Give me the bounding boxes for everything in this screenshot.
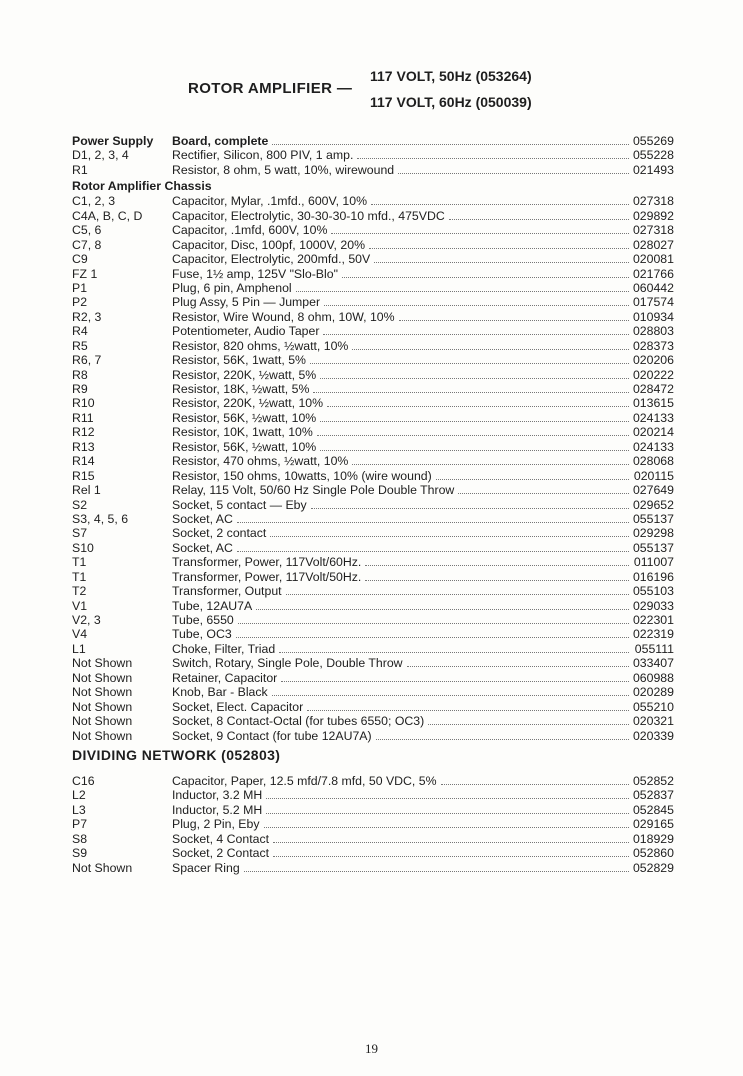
part-number: 029165 bbox=[632, 817, 674, 832]
dividing-network-items bbox=[72, 774, 674, 875]
table-row bbox=[72, 685, 674, 699]
table-row bbox=[72, 368, 674, 382]
description-cell bbox=[172, 440, 630, 454]
leader-dots bbox=[307, 700, 629, 711]
table-row bbox=[72, 642, 674, 656]
description: Resistor, Wire Wound, 8 ohm, 10W, 10% bbox=[172, 309, 395, 324]
reference-designator: V2, 3 bbox=[72, 613, 101, 627]
part-number: 011007 bbox=[633, 555, 674, 570]
leader-dots bbox=[256, 599, 629, 610]
variant-50hz: 117 VOLT, 50Hz (053264) bbox=[370, 68, 532, 84]
description-cell bbox=[172, 295, 630, 309]
chassis-items bbox=[72, 194, 674, 743]
description: Fuse, 1½ amp, 125V "Slo-Blo" bbox=[172, 266, 338, 281]
part-number: 018929 bbox=[632, 831, 674, 846]
description: Plug Assy, 5 Pin — Jumper bbox=[172, 295, 321, 310]
description-cell bbox=[172, 642, 630, 656]
page-number: 19 bbox=[365, 1041, 378, 1056]
table-row bbox=[72, 700, 674, 714]
description-cell bbox=[172, 788, 630, 802]
table-row bbox=[72, 803, 674, 817]
description-cell bbox=[172, 483, 630, 497]
part-number: 029033 bbox=[632, 598, 674, 613]
table-row bbox=[72, 483, 674, 497]
leader-dots bbox=[238, 613, 629, 624]
part-number: 020321 bbox=[632, 714, 674, 729]
description-cell bbox=[172, 555, 630, 569]
description-cell bbox=[172, 714, 630, 728]
power-supply-heading-row bbox=[72, 134, 674, 148]
leader-dots bbox=[273, 846, 629, 857]
description: Tube, 12AU7A bbox=[172, 598, 253, 613]
table-row bbox=[72, 656, 674, 670]
description-cell bbox=[172, 832, 630, 846]
description-cell bbox=[172, 599, 630, 613]
reference-designator: V1 bbox=[72, 598, 88, 613]
leader-dots bbox=[270, 526, 629, 537]
description: Tube, OC3 bbox=[172, 627, 232, 642]
reference-designator: C4A, B, C, D bbox=[72, 208, 143, 223]
part-number: 020339 bbox=[632, 728, 674, 743]
reference-designator: R14 bbox=[72, 454, 95, 469]
description-cell bbox=[172, 238, 630, 252]
leader-dots bbox=[376, 729, 629, 740]
reference-designator: R8 bbox=[72, 367, 88, 382]
table-row bbox=[72, 613, 674, 627]
table-row bbox=[72, 353, 674, 367]
reference-designator: Not Shown bbox=[72, 670, 133, 685]
description-cell bbox=[172, 512, 630, 526]
reference-designator: C1, 2, 3 bbox=[72, 194, 116, 209]
leader-dots bbox=[371, 194, 629, 205]
description-cell bbox=[172, 425, 630, 439]
reference-designator: S9 bbox=[72, 846, 88, 861]
reference-designator: P7 bbox=[72, 817, 88, 832]
description: Retainer, Capacitor bbox=[172, 670, 278, 685]
table-row bbox=[72, 163, 674, 177]
description-cell bbox=[172, 570, 630, 584]
variant-60hz: 117 VOLT, 60Hz (050039) bbox=[370, 94, 532, 110]
table-row bbox=[72, 440, 674, 454]
description-cell bbox=[172, 252, 630, 266]
leader-dots bbox=[458, 483, 629, 494]
description-cell bbox=[172, 846, 630, 860]
reference-designator: L2 bbox=[72, 788, 86, 803]
reference-designator: R15 bbox=[72, 468, 95, 483]
dividing-network-heading: DIVIDING NETWORK (052803) bbox=[72, 746, 281, 763]
section-heading-desc: Board, complete bbox=[172, 134, 269, 148]
leader-dots bbox=[320, 368, 629, 379]
reference-designator: R13 bbox=[72, 439, 95, 454]
table-row bbox=[72, 627, 674, 641]
description-cell bbox=[172, 209, 630, 223]
reference-designator: Rel 1 bbox=[72, 483, 101, 498]
description-cell bbox=[172, 223, 630, 237]
description: Resistor, 820 ohms, ½watt, 10% bbox=[172, 338, 349, 353]
reference-designator: R5 bbox=[72, 338, 88, 353]
leader-dots bbox=[374, 252, 629, 263]
table-row bbox=[72, 774, 674, 788]
reference-designator: R9 bbox=[72, 382, 88, 396]
reference-designator: Not Shown bbox=[72, 714, 133, 729]
description: Rectifier, Silicon, 800 PIV, 1 amp. bbox=[172, 148, 354, 163]
description: Resistor, 56K, ½watt, 10% bbox=[172, 439, 317, 454]
table-row bbox=[72, 671, 674, 685]
part-number: 033407 bbox=[632, 656, 674, 671]
description: Socket, Elect. Capacitor bbox=[172, 699, 304, 714]
description-cell bbox=[172, 700, 630, 714]
leader-dots bbox=[324, 295, 629, 306]
part-number: 020115 bbox=[633, 468, 674, 483]
description: Resistor, 18K, ½watt, 5% bbox=[172, 382, 310, 396]
description-cell bbox=[172, 656, 630, 670]
description-cell bbox=[172, 267, 630, 281]
reference-designator: Not Shown bbox=[72, 656, 133, 671]
description: Socket, 4 Contact bbox=[172, 831, 270, 846]
table-row bbox=[72, 411, 674, 425]
description: Resistor, 8 ohm, 5 watt, 10%, wirewound bbox=[172, 162, 395, 177]
leader-dots bbox=[357, 148, 629, 159]
table-row bbox=[72, 570, 674, 584]
leader-dots bbox=[320, 411, 629, 422]
leader-dots bbox=[320, 440, 629, 451]
leader-dots bbox=[436, 469, 629, 480]
table-row bbox=[72, 861, 674, 875]
description: Resistor, 150 ohms, 10watts, 10% (wire wound) bbox=[172, 468, 432, 483]
part-number: 055137 bbox=[632, 511, 674, 526]
reference-designator: Not Shown bbox=[72, 699, 133, 714]
part-number: 052837 bbox=[632, 788, 674, 803]
part-number: 027318 bbox=[632, 223, 674, 238]
reference-designator: R6, 7 bbox=[72, 353, 102, 368]
description-cell bbox=[172, 368, 630, 382]
table-row bbox=[72, 817, 674, 831]
part-number: 021766 bbox=[632, 266, 674, 281]
part-number: 020081 bbox=[632, 252, 674, 267]
leader-dots bbox=[264, 817, 630, 828]
description-cell bbox=[172, 613, 630, 627]
part-number: 052829 bbox=[632, 860, 674, 875]
table-row bbox=[72, 846, 674, 860]
description-cell bbox=[172, 324, 630, 338]
description: Resistor, 56K, ½watt, 10% bbox=[172, 410, 317, 425]
description: Capacitor, Disc, 100pf, 1000V, 20% bbox=[172, 237, 366, 252]
leader-dots bbox=[331, 223, 629, 234]
leader-dots bbox=[272, 685, 629, 696]
description: Plug, 6 pin, Amphenol bbox=[172, 280, 292, 295]
leader-dots bbox=[279, 642, 629, 653]
part-number: 013615 bbox=[632, 396, 674, 411]
description-cell bbox=[172, 353, 630, 367]
part-number: 027318 bbox=[632, 194, 674, 209]
description: Socket, AC bbox=[172, 511, 233, 526]
reference-designator: S8 bbox=[72, 831, 88, 846]
reference-designator: S3, 4, 5, 6 bbox=[72, 511, 129, 526]
leader-dots bbox=[342, 267, 629, 278]
part-number: 016196 bbox=[632, 569, 674, 584]
table-row bbox=[72, 238, 674, 252]
leader-dots bbox=[244, 861, 629, 872]
description-cell bbox=[172, 584, 630, 598]
table-row bbox=[72, 512, 674, 526]
leader-dots bbox=[407, 656, 629, 667]
table-row bbox=[72, 599, 674, 613]
description-cell bbox=[172, 148, 630, 162]
leader-dots bbox=[365, 555, 629, 566]
description-cell bbox=[172, 454, 630, 468]
description: Capacitor, .1mfd, 600V, 10% bbox=[172, 223, 328, 238]
description: Resistor, 470 ohms, ½watt, 10% bbox=[172, 454, 349, 469]
page-header bbox=[188, 66, 608, 116]
leader-dots bbox=[266, 803, 629, 814]
part-number: 024133 bbox=[632, 410, 674, 425]
leader-dots bbox=[449, 209, 629, 220]
description-cell bbox=[172, 774, 630, 788]
leader-dots bbox=[286, 584, 629, 595]
table-row bbox=[72, 526, 674, 540]
table-row bbox=[72, 425, 674, 439]
leader-dots bbox=[399, 310, 629, 321]
description-cell bbox=[172, 803, 630, 817]
description-cell bbox=[172, 671, 630, 685]
part-number: 028027 bbox=[632, 237, 674, 252]
description: Inductor, 5.2 MH bbox=[172, 802, 263, 817]
description: Knob, Bar - Black bbox=[172, 685, 268, 700]
description: Capacitor, Electrolytic, 30-30-30-10 mfd., 475VDC bbox=[172, 208, 445, 223]
reference-designator: P2 bbox=[72, 295, 88, 310]
description: Transformer, Power, 117Volt/60Hz. bbox=[172, 555, 362, 570]
leader-dots bbox=[310, 353, 629, 364]
reference-designator: L1 bbox=[72, 641, 86, 656]
page-title: ROTOR AMPLIFIER — bbox=[188, 80, 353, 97]
description-cell bbox=[172, 310, 630, 324]
part-number: 052860 bbox=[632, 846, 674, 861]
part-number: 055269 bbox=[632, 134, 674, 148]
reference-designator: L3 bbox=[72, 802, 86, 817]
part-number: 017574 bbox=[632, 295, 674, 310]
table-row bbox=[72, 729, 674, 743]
description-cell bbox=[172, 281, 630, 295]
part-number: 022319 bbox=[632, 627, 674, 642]
leader-dots bbox=[281, 671, 629, 682]
part-number: 028068 bbox=[632, 454, 674, 469]
part-number: 029892 bbox=[632, 208, 674, 223]
description: Socket, 2 Contact bbox=[172, 846, 270, 861]
table-row bbox=[72, 223, 674, 237]
leader-dots bbox=[266, 788, 629, 799]
reference-designator: Not Shown bbox=[72, 728, 133, 743]
leader-dots bbox=[398, 163, 629, 174]
description: Plug, 2 Pin, Eby bbox=[172, 817, 260, 832]
part-number: 020206 bbox=[632, 353, 674, 368]
reference-designator: S10 bbox=[72, 540, 94, 555]
reference-designator: C16 bbox=[72, 773, 95, 788]
reference-designator: R4 bbox=[72, 324, 88, 339]
description-cell bbox=[172, 469, 630, 483]
reference-designator: C7, 8 bbox=[72, 237, 102, 252]
leader-dots bbox=[441, 774, 629, 785]
part-number: 028373 bbox=[632, 338, 674, 353]
leader-dots bbox=[296, 281, 629, 292]
description: Relay, 115 Volt, 50/60 Hz Single Pole Double Throw bbox=[172, 483, 455, 498]
table-row bbox=[72, 396, 674, 410]
leader-dots bbox=[327, 396, 629, 407]
leader-dots bbox=[236, 627, 629, 638]
reference-designator: R11 bbox=[72, 410, 94, 425]
description-cell bbox=[172, 339, 630, 353]
reference-designator: FZ 1 bbox=[72, 266, 98, 281]
description-cell bbox=[172, 729, 630, 743]
description-cell bbox=[172, 541, 630, 555]
leader-dots bbox=[317, 425, 629, 436]
chassis-heading: Rotor Amplifier Chassis bbox=[72, 179, 212, 194]
leader-dots bbox=[428, 714, 629, 725]
part-number: 052852 bbox=[632, 773, 674, 788]
leader-dots bbox=[273, 832, 629, 843]
description: Socket, 2 contact bbox=[172, 526, 267, 541]
part-number: 055228 bbox=[632, 148, 674, 163]
description-cell bbox=[172, 163, 630, 177]
leader-dots bbox=[237, 512, 629, 523]
description-cell bbox=[172, 498, 630, 512]
part-number: 020289 bbox=[632, 685, 674, 700]
reference-designator: Not Shown bbox=[72, 860, 133, 875]
description-cell bbox=[172, 382, 630, 396]
part-number: 055111 bbox=[634, 641, 674, 656]
description: Socket, 9 Contact (for tube 12AU7A) bbox=[172, 728, 372, 743]
description: Transformer, Output bbox=[172, 584, 282, 599]
description: Potentiometer, Audio Taper bbox=[172, 324, 320, 339]
reference-designator: R12 bbox=[72, 425, 95, 440]
part-number: 027649 bbox=[632, 483, 674, 498]
description: Switch, Rotary, Single Pole, Double Throw bbox=[172, 656, 403, 671]
part-number: 028472 bbox=[632, 382, 674, 396]
reference-designator: R10 bbox=[72, 396, 95, 411]
description: Socket, 8 Contact-Octal (for tubes 6550; OC3) bbox=[172, 714, 425, 729]
description-cell bbox=[172, 627, 630, 641]
part-number: 020222 bbox=[632, 367, 674, 382]
leader-dots bbox=[365, 570, 629, 581]
leader-dots bbox=[311, 498, 629, 509]
part-number: 020214 bbox=[632, 425, 674, 440]
part-number: 060442 bbox=[632, 280, 674, 295]
description-cell bbox=[172, 194, 630, 208]
description: Capacitor, Mylar, .1mfd., 600V, 10% bbox=[172, 194, 368, 209]
part-number: 024133 bbox=[632, 439, 674, 454]
leader-dots bbox=[352, 339, 629, 350]
leader-dots bbox=[237, 541, 629, 552]
leader-dots bbox=[272, 134, 629, 145]
reference-designator: S2 bbox=[72, 497, 88, 512]
reference-designator: V4 bbox=[72, 627, 88, 642]
table-row bbox=[72, 310, 674, 324]
description: Resistor, 220K, ½watt, 10% bbox=[172, 396, 324, 411]
table-row bbox=[72, 454, 674, 468]
reference-designator: P1 bbox=[72, 280, 88, 295]
part-number: 055137 bbox=[632, 540, 674, 555]
table-row bbox=[72, 295, 674, 309]
description: Inductor, 3.2 MH bbox=[172, 788, 263, 803]
part-number: 028803 bbox=[632, 324, 674, 339]
table-row bbox=[72, 714, 674, 728]
table-row bbox=[72, 788, 674, 802]
part-number: 022301 bbox=[632, 613, 674, 627]
description: Capacitor, Paper, 12.5 mfd/7.8 mfd, 50 VDC, 5% bbox=[172, 773, 437, 788]
parts-list bbox=[72, 134, 674, 875]
description: Resistor, 10K, 1watt, 10% bbox=[172, 425, 313, 440]
table-row bbox=[72, 281, 674, 295]
reference-designator: D1, 2, 3, 4 bbox=[72, 148, 129, 163]
leader-dots bbox=[323, 324, 629, 335]
leader-dots bbox=[352, 454, 629, 465]
table-row bbox=[72, 339, 674, 353]
table-row bbox=[72, 584, 674, 598]
leader-dots bbox=[369, 238, 629, 249]
description: Capacitor, Electrolytic, 200mfd., 50V bbox=[172, 252, 371, 267]
reference-designator: R1 bbox=[72, 162, 88, 177]
part-number: 010934 bbox=[632, 309, 674, 324]
table-row bbox=[72, 324, 674, 338]
description-cell bbox=[172, 411, 630, 425]
table-row bbox=[72, 194, 674, 208]
table-row bbox=[72, 148, 674, 162]
part-number: 021493 bbox=[632, 162, 674, 177]
part-number: 055210 bbox=[632, 699, 674, 714]
part-number: 060988 bbox=[632, 670, 674, 685]
description: Socket, AC bbox=[172, 540, 233, 555]
reference-designator: T1 bbox=[72, 569, 87, 584]
reference-designator: Not Shown bbox=[72, 685, 133, 700]
description-cell bbox=[172, 526, 630, 540]
part-number: 055103 bbox=[632, 584, 674, 599]
section-heading-ref: Power Supply bbox=[72, 134, 154, 148]
description: Spacer Ring bbox=[172, 860, 240, 875]
description: Choke, Filter, Triad bbox=[172, 641, 276, 656]
reference-designator: C5, 6 bbox=[72, 223, 102, 238]
table-row bbox=[72, 252, 674, 266]
reference-designator: C9 bbox=[72, 252, 88, 267]
reference-designator: T1 bbox=[72, 555, 87, 570]
description-cell bbox=[172, 685, 630, 699]
description: Resistor, 220K, ½watt, 5% bbox=[172, 367, 317, 382]
description: Transformer, Power, 117Volt/50Hz. bbox=[172, 569, 362, 584]
table-row bbox=[72, 469, 674, 483]
description-cell bbox=[172, 817, 630, 831]
table-row bbox=[72, 832, 674, 846]
power-supply-items bbox=[72, 148, 674, 177]
table-row bbox=[72, 267, 674, 281]
description: Resistor, 56K, 1watt, 5% bbox=[172, 353, 306, 368]
table-row bbox=[72, 541, 674, 555]
description-cell bbox=[172, 861, 630, 875]
reference-designator: R2, 3 bbox=[72, 309, 102, 324]
reference-designator: T2 bbox=[72, 584, 87, 599]
description-cell bbox=[172, 396, 630, 410]
leader-dots bbox=[313, 382, 629, 393]
part-number: 052845 bbox=[632, 802, 674, 817]
description: Tube, 6550 bbox=[172, 613, 234, 627]
description: Socket, 5 contact — Eby bbox=[172, 497, 307, 512]
reference-designator: S7 bbox=[72, 526, 88, 541]
part-number: 029298 bbox=[632, 526, 674, 541]
table-row bbox=[72, 209, 674, 223]
table-row bbox=[72, 498, 674, 512]
table-row bbox=[72, 382, 674, 396]
part-number: 029652 bbox=[632, 497, 674, 512]
table-row bbox=[72, 555, 674, 569]
